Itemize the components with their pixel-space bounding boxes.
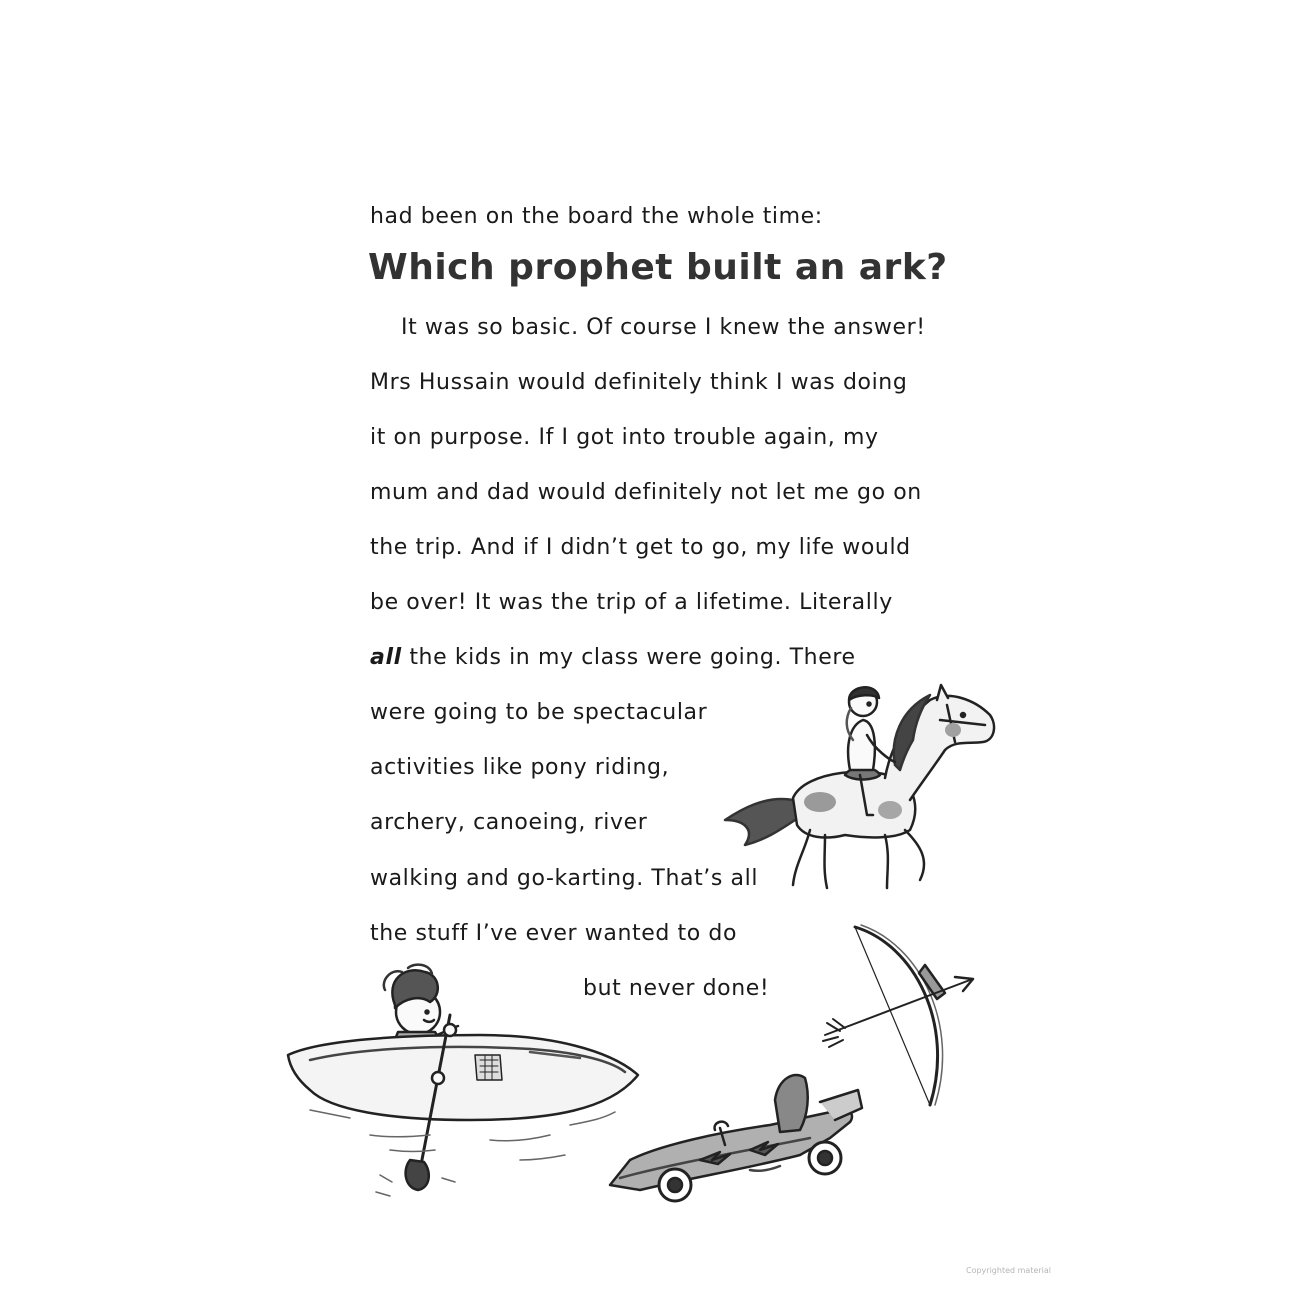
text-line-10: activities like pony riding,	[370, 755, 670, 780]
emphasis-word: all	[370, 645, 402, 670]
text-line-5: mum and dad would definitely not let me go on	[370, 480, 922, 505]
text-line-8-rest: the kids in my class were going. There	[401, 645, 856, 670]
text-line-1: had been on the board the whole time:	[370, 204, 823, 229]
question-heading: Which prophet built an ark?	[368, 247, 948, 288]
text-line-7: be over! It was the trip of a lifetime. Literally	[370, 590, 893, 615]
text-line-11: archery, canoeing, river	[370, 810, 648, 835]
canoe-illustration	[280, 960, 650, 1210]
text-line-8	[370, 645, 856, 671]
go-kart-illustration	[600, 1060, 870, 1210]
text-line-4: it on purpose. If I got into trouble again, my	[370, 425, 879, 450]
text-line-12: walking and go-karting. That’s all	[370, 866, 759, 891]
text-line-14: but never done!	[583, 976, 770, 1001]
text-line-9: were going to be spectacular	[370, 700, 708, 725]
text-line-13: the stuff I’ve ever wanted to do	[370, 921, 738, 946]
pony-rider-illustration	[715, 670, 1005, 900]
copyright-notice: Copyrighted material	[966, 1266, 1052, 1275]
text-line-6: the trip. And if I didn’t get to go, my life would	[370, 535, 911, 560]
text-line-2: It was so basic. Of course I knew the answer!	[401, 315, 926, 340]
text-line-3: Mrs Hussain would definitely think I was doing	[370, 370, 908, 395]
